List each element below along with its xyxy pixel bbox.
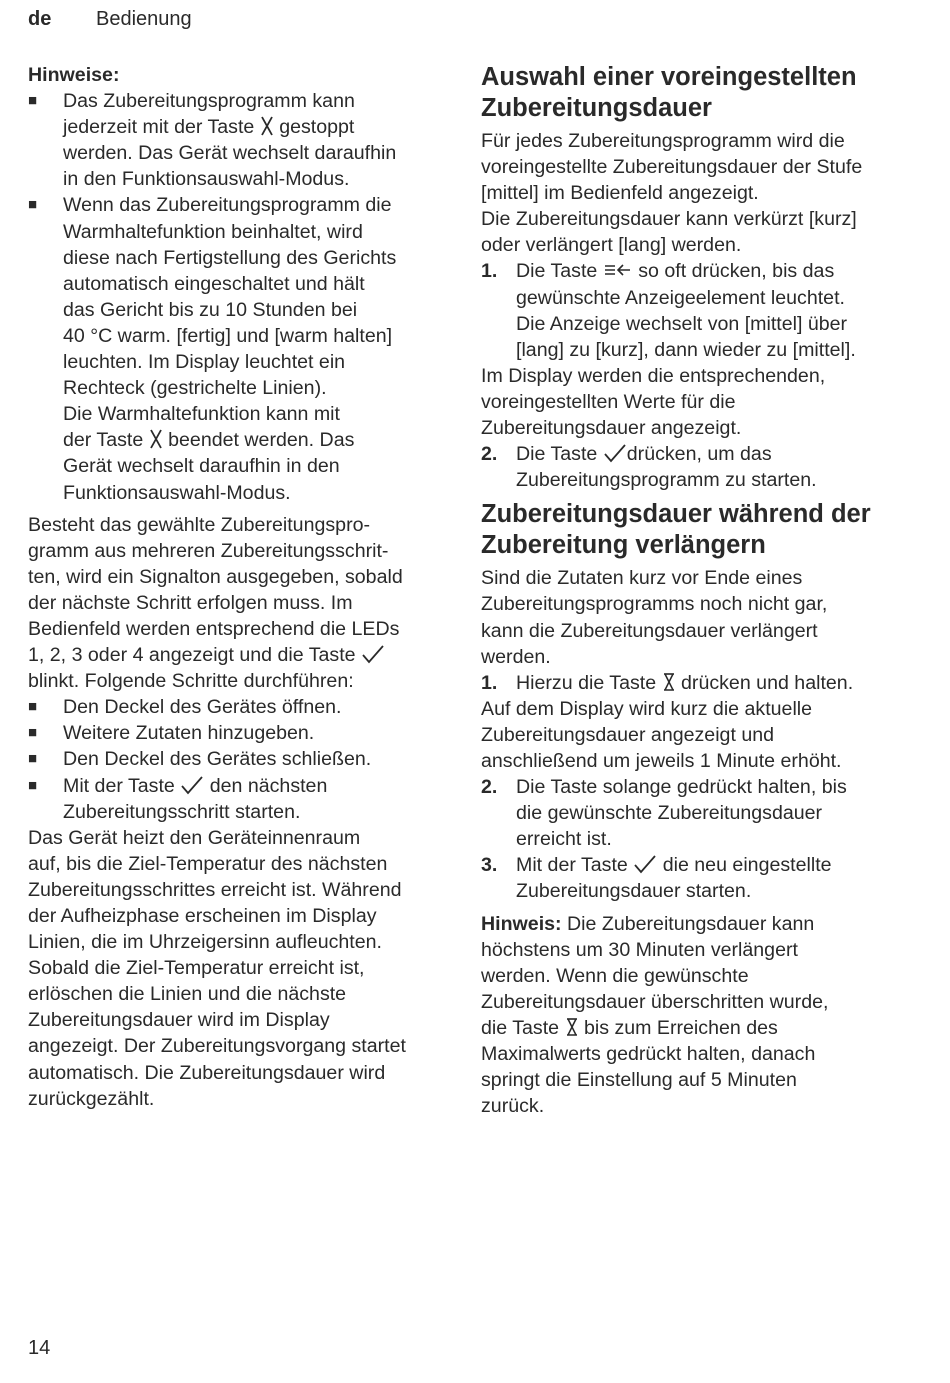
multi-step-paragraph: Besteht das gewählte Zubereitungspro- gramm aus mehreren Zubereitungsschrit- ten, wird ein Signalton ausgegeben, sobald der nächste Schritt erfolgen muss. Im Bedienfeld werden entsprechend die LEDs 1, 2, 3 oder 4 angezeigt und die Taste blinkt. Folgende Schritte durchführen: bbox=[28, 513, 403, 693]
step-close-lid: ■ Den Deckel des Gerätes schließen. bbox=[28, 746, 453, 772]
extend-display-paragraph: Auf dem Display wird kurz die aktuelle Zubereitungsdauer angezeigt und anschließend um jeweils 1 Minute erhöht. bbox=[481, 697, 842, 772]
page-header bbox=[28, 6, 192, 32]
hourglass-icon bbox=[662, 672, 676, 692]
heating-paragraph: Das Gerät heizt den Geräteinnenraum auf, bis die Ziel-Temperatur des nächsten Zubereitungsschrittes erreicht ist. Während der Aufheizphase erscheinen im Display Linien, die im Uhrzeigersinn aufleuchten. Sobald die Ziel-Temperatur erreicht ist, erlöschen die Linien und die nächste Zubereitungsdauer wird im Display angezeigt. Der Zubereitungsvorgang startet automatisch. Die Zubereitungsdauer wird zurückgezählt. bbox=[28, 826, 406, 1110]
cancel-icon bbox=[149, 429, 163, 449]
preset-step-2: 2. Die Taste drücken, um das Zubereitungsprogramm zu starten. bbox=[481, 443, 817, 492]
language-code: de bbox=[28, 8, 52, 30]
step-add-ingredients: ■ Weitere Zutaten hinzugeben. bbox=[28, 720, 453, 746]
section-title: Bedienung bbox=[96, 8, 192, 30]
page-number: 14 bbox=[28, 1337, 51, 1359]
start-check-icon bbox=[633, 854, 657, 874]
start-check-icon bbox=[180, 775, 204, 795]
right-column bbox=[481, 62, 913, 1119]
step-open-lid: ■ Den Deckel des Gerätes öffnen. bbox=[28, 694, 453, 720]
note-item-stop: ■ Das Zubereitungsprogramm kann jederzeit mit der Taste gestoppt werden. Das Gerät wechselt daraufhin in den Funktionsauswahl-Modus. bbox=[28, 88, 453, 192]
heading-extend-duration: Zubereitungsdauer während der Zubereitung verlängern bbox=[481, 500, 871, 560]
left-column bbox=[28, 62, 453, 1112]
hint-paragraph: Hinweis: Die Zubereitungsdauer kann höchstens um 30 Minuten verlängert werden. Wenn die gewünschte Zubereitungsdauer überschritten wurde, die Taste bis zum Erreichen des Maximalwerts gedrückt halten, danach springt die Einstellung auf 5 Minuten zurück. bbox=[481, 912, 829, 1118]
extend-step-2: 2. Die Taste solange gedrückt halten, bis die gewünschte Zubereitungsdauer erreicht ist. bbox=[481, 776, 847, 851]
note-item-keep-warm: ■ Wenn das Zubereitungsprogramm die Warmhaltefunktion beinhaltet, wird diese nach Fertigstellung des Gerichts automatisch eingeschaltet und hält das Gericht bis zu 10 Stunden bei 40 °C warm. [fertig] und [warm halten] leuchten. Im Display leuchtet ein Rechteck (gestrichelte Linien). Die Warmhaltefunktion kann mit der Taste beendet werden. Das Gerät wechselt daraufhin in den Funktionsauswahl-Modus. bbox=[28, 192, 453, 505]
notes-heading: Hinweise: bbox=[28, 64, 120, 86]
preset-display-paragraph: Im Display werden die entsprechenden, voreingestellten Werte für die Zubereitungsdauer angezeigt. bbox=[481, 364, 826, 440]
extend-step-3: 3. Mit der Taste die neu eingestellte Zubereitungsdauer starten. bbox=[481, 854, 832, 903]
hourglass-icon bbox=[565, 1017, 579, 1037]
cancel-icon bbox=[260, 116, 274, 136]
start-check-icon bbox=[361, 644, 385, 664]
hint-label: Hinweis: bbox=[481, 912, 562, 935]
start-check-icon bbox=[603, 443, 627, 463]
heading-preset-duration: Auswahl einer voreingestellten Zubereitungsdauer bbox=[481, 63, 857, 122]
menu-back-icon bbox=[603, 260, 633, 280]
preset-step-1: 1. Die Taste so oft drücken, bis das gewünschte Anzeigeelement leuchtet. Die Anzeige wechselt von [mittel] über [lang] zu [kurz], dann wieder zu [mittel]. bbox=[481, 260, 856, 361]
preset-paragraph: Für jedes Zubereitungsprogramm wird die voreingestellte Zubereitungsdauer der Stufe [mittel] im Bedienfeld angezeigt. Die Zubereitungsdauer kann verkürzt [kurz] oder verlängert [lang] werden. bbox=[481, 130, 863, 257]
step-start-next: ■ Mit der Taste den nächsten Zubereitungsschritt starten. bbox=[28, 773, 453, 825]
extend-paragraph: Sind die Zutaten kurz vor Ende eines Zubereitungsprogramms noch nicht gar, kann die Zubereitungsdauer verlängert werden. bbox=[481, 567, 828, 668]
extend-step-1: 1. Hierzu die Taste drücken und halten. bbox=[481, 671, 854, 694]
